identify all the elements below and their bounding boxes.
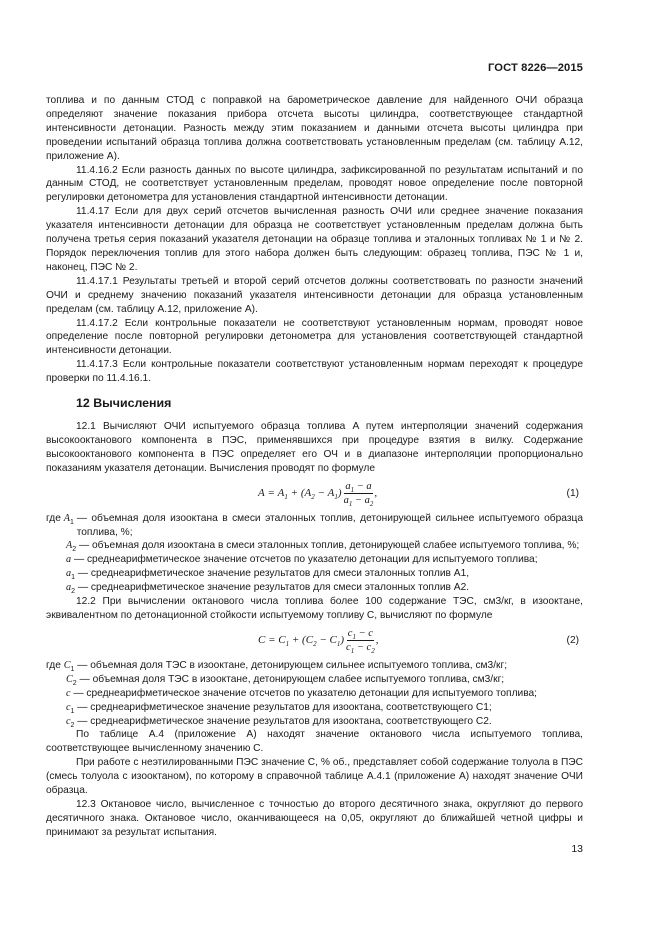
definition-symbol: где $A_1$ [46, 512, 74, 526]
definition-item [46, 659, 583, 673]
paragraph-11-4-17-2: 11.4.17.2 Если контрольные показатели не соответствуют установленным нормам, проводят новое определение после повторной регулировки детонометра для установления соответствующей стандартной интенсивности детонации. [46, 317, 583, 357]
definition-text: — объемная доля ТЭС в изооктане, детонирующем сильнее испытуемого топлива, см3/кг; [77, 659, 508, 671]
definition-symbol: где $C_1$ [46, 659, 75, 673]
paragraph-unleaded: При работе с неэтилированными ПЭС значение C, % об., представляет собой содержание толуола в ПЭС (смесь толуола с изооктаном), по которому в справочной таблице А.4.1 (приложение А) находят значение ОЧИ образца. [46, 757, 583, 797]
definition-item [46, 715, 583, 729]
definition-item [46, 673, 583, 687]
definition-symbol: $c_1$ [66, 701, 75, 715]
definition-text: — объемная доля ТЭС в изооктане, детонирующем слабее испытуемого топлива, см3/кг; [79, 673, 505, 685]
definition-item [46, 687, 583, 701]
definition-item [46, 553, 583, 567]
definition-text: — объемная доля изооктана в смеси эталонных топлив, детонирующей сильнее испытуемого образца топлива, %; [76, 512, 583, 538]
definition-text: — среднеарифметическое значение результатов для изооктана, соответствующего C2. [77, 715, 492, 727]
section-title: 12 Вычисления [76, 396, 172, 411]
definition-symbol: $A_2$ [66, 540, 77, 554]
formula-2-definitions [46, 659, 583, 729]
paragraph-11-4-16-2: 11.4.16.2 Если разность данных по высоте цилиндра, зафиксированной по результатам испытаний и по данным СТОД, не соответствует установленным пределам, проводят новое определение после повторной регулировки детонометра для установления стандартной интенсивности детонации. [46, 164, 583, 204]
paragraph-11-4-17-1: 11.4.17.1 Результаты третьей и второй серий отсчетов должны соответствовать по разности значений ОЧИ и среднему значению показаний указателя интенсивности детонации для образца установленным пределам (см. таблицу А.12, приложение А). [46, 275, 583, 315]
formula-1-definitions [46, 512, 583, 595]
definition-item [46, 512, 583, 540]
paragraph-11-4-17-3: 11.4.17.3 Если контрольные показатели соответствуют установленным нормам переходят к процедуре проверки по 11.4.16.1. [46, 359, 583, 385]
formula-1-expression: A = $A_1$ + ( $A_2$ − $A_1$ ) $\frac{a_1 - a}{a_1 - a_2}$ , [258, 481, 378, 509]
definition-item [46, 567, 583, 581]
definition-text: — среднеарифметическое значение отсчетов по указателю детонации для испытуемого топлива; [73, 554, 538, 566]
formula-2-number: (2) [566, 634, 579, 646]
formula-1-number: (1) [566, 487, 579, 499]
where-label: где [46, 659, 64, 671]
paragraph-11-4-17: 11.4.17 Если для двух серий отсчетов вычисленная разность ОЧИ или среднее значение показания указателя интенсивности детонации для образца не соответствует установленным пределам должна быть получена третья серия показаний указателя детонации на образце топлива и эталонных топливах № 1 и № 2. Порядок переключения топлив для этого набора должен быть следующим: образец топлива, ПЭС № 1 и, наконец, ПЭС № 2. [46, 206, 583, 273]
paragraph-table-a4: По таблице А.4 (приложение А) находят значение октанового числа испытуемого топлива, соответствующее вычисленному значению C. [46, 729, 583, 755]
definition-symbol: $a_1$ [66, 568, 75, 582]
definition-symbol: a [66, 554, 72, 566]
definition-item [46, 581, 583, 595]
paragraph-12-1: 12.1 Вычисляют ОЧИ испытуемого образца топлива A путем интерполяции значений содержания высокооктанового компонента в ПЭС, применявшихся при процедуре взятия в вилку. Содержание высокооктанового компонента в ПЭС определяет его ОЧ и в диапазоне интерполяции пропорционально показаниям указателя детонации. Вычисления проводят по формуле [46, 421, 583, 474]
formula-1 [46, 476, 583, 512]
document-header: ГОСТ 8226—2015 [487, 62, 583, 74]
definition-symbol: $C_2$ [66, 673, 77, 687]
formula-2 [46, 623, 583, 659]
definition-text: — среднеарифметическое значение отсчетов по указателю детонации для испытуемого топлива; [73, 687, 537, 699]
definition-text: — среднеарифметическое значение результатов для смеси эталонных топлив A1, [77, 568, 470, 580]
document-body [46, 94, 583, 840]
definition-item [46, 701, 583, 715]
definition-text: — среднеарифметическое значение результатов для смеси эталонных топлив A2. [77, 582, 470, 594]
definition-symbol: $c_2$ [66, 715, 75, 729]
paragraph-12-3: 12.3 Октановое число, вычисленное с точностью до второго десятичного знака, округляют до первого десятичного знака. Октановое число, оканчивающееся на 0,05, округляют до ближайшей четной цифры и принимают за результат испытания. [46, 798, 583, 838]
definition-symbol: $a_2$ [66, 582, 75, 596]
definition-text: — объемная доля изооктана в смеси эталонных топлив, детонирующей слабее испытуемого топлива, %; [78, 540, 580, 552]
definition-item [46, 539, 583, 553]
paragraph-12-2: 12.2 При вычислении октанового числа топлива более 100 содержание ТЭС, см3/кг, в изооктане, эквивалентном по детонационной стойкости испытуемому топливу C, вычисляют по формуле [46, 596, 583, 621]
formula-2-expression: C = $C_1$ + ( $C_2$ − $C_1$ ) $\frac{c_1 - c}{c_1 - c_2}$ , [258, 628, 379, 656]
definition-symbol: c [66, 687, 71, 699]
definition-text: — среднеарифметическое значение результатов для изооктана, соответствующего C1; [77, 701, 492, 713]
paragraph-intro: топлива и по данным СТОД с поправкой на барометрическое давление для найденного ОЧИ образца определяют значение показания прибора отсчета высоты цилиндра, соответствующее стандартной интенсивности детонации. Разность между этим показанием и данными отсчета высоты цилиндра при проведении испытаний образца топлива должна соответствовать установленным пределам (см. таблицу А.12, приложение А). [46, 95, 583, 162]
where-label: где [46, 512, 64, 524]
page-number: 13 [571, 843, 583, 855]
